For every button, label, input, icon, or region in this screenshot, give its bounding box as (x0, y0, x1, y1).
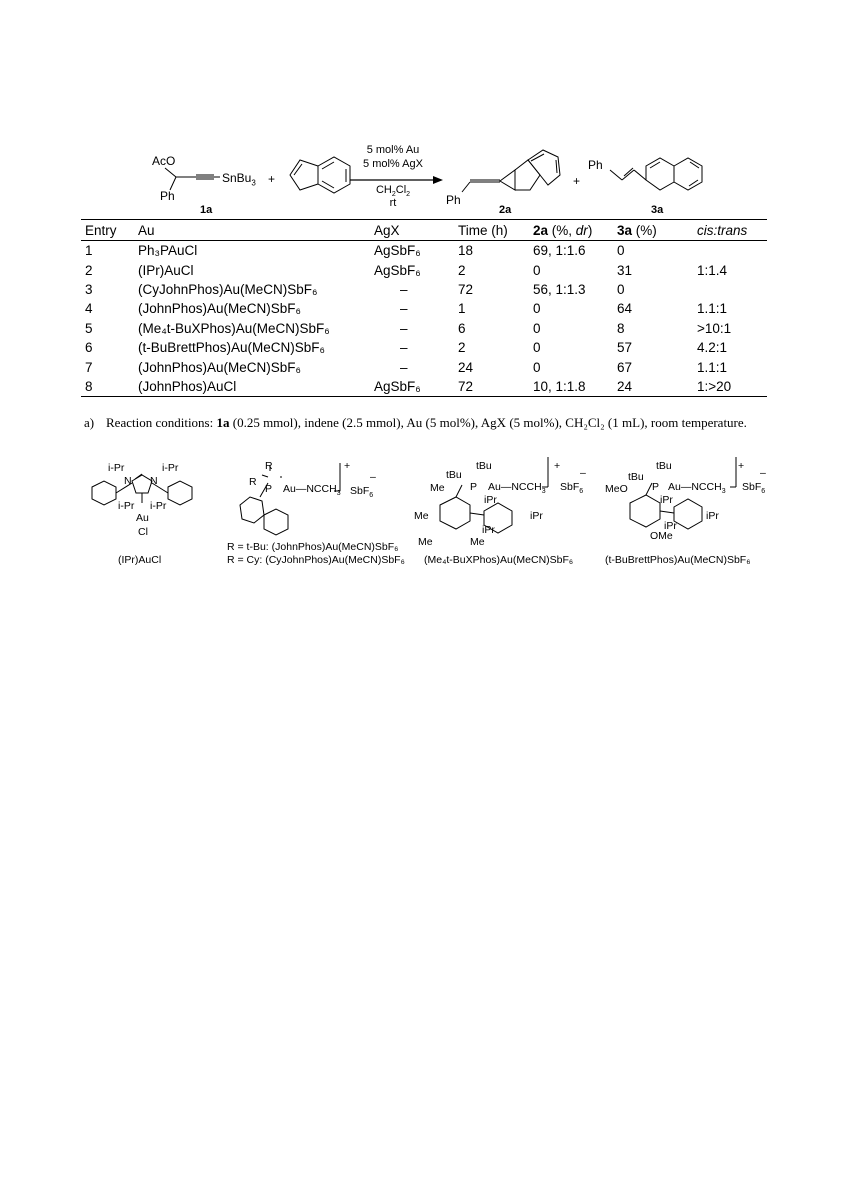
counterion-label: SbF$_6$ (560, 481, 584, 496)
ipr-aucl-structure (92, 474, 192, 505)
cell-ratio (697, 241, 767, 261)
au-nitrile-label: $Au—NCCH_3$ (283, 483, 341, 498)
cell-agx: – (400, 340, 408, 356)
cell-time: 2 (458, 262, 466, 278)
phosphorus-label: P (652, 481, 660, 493)
cell-time: 2 (458, 340, 466, 356)
ipr-aucl-caption: (IPr)AuCl (118, 554, 162, 566)
ipr-label: i-Pr (150, 500, 167, 512)
indene-structure (290, 157, 350, 193)
cell-yield-2a: 0 (533, 301, 541, 317)
acetoxy-label: AcO (152, 154, 176, 168)
cell-agx: AgSbF₆ (374, 243, 421, 259)
charge-plus: + (554, 460, 561, 472)
chloride-label: Cl (138, 526, 148, 538)
cell-entry: 4 (85, 301, 93, 317)
methyl-label: Me (430, 482, 445, 494)
counterion-label: SbF$_6$ (350, 485, 374, 500)
plus-sign: + (573, 174, 581, 188)
vinylidene-cyclopropane-structure (462, 150, 560, 192)
cell-entry: 3 (85, 281, 93, 297)
cell-yield-3a: 57 (617, 340, 633, 356)
cell-au: (JohnPhos)Au(MeCN)SbF₆ (138, 301, 301, 317)
cell-entry: 1 (85, 243, 93, 259)
header-entry: Entry (81, 220, 138, 241)
cell-time: 72 (458, 281, 474, 297)
cell-entry: 2 (85, 262, 93, 278)
cell-agx: – (400, 301, 408, 317)
condition-agx: 5 mol% AgX (363, 158, 423, 170)
styrylnaphthalene-structure (610, 158, 702, 190)
results-table (81, 219, 767, 397)
compound-label-3a: 3a (651, 204, 664, 216)
cell-ratio: 1.1:1 (697, 301, 728, 317)
table-row (81, 377, 767, 397)
ipr-label: iPr (482, 524, 495, 536)
cell-agx: – (400, 359, 408, 375)
table-row (81, 319, 767, 338)
ipr-label: iPr (664, 520, 677, 532)
cell-yield-2a: 0 (533, 262, 541, 278)
cell-time: 6 (458, 320, 466, 336)
cell-yield-3a: 64 (617, 301, 633, 317)
cell-ratio (697, 280, 767, 299)
cell-yield-3a: 8 (617, 320, 625, 336)
table-row (81, 299, 767, 318)
cell-entry: 5 (85, 320, 93, 336)
phosphorus-label: P (265, 483, 273, 495)
charge-plus: + (738, 460, 745, 472)
cell-au: (JohnPhos)Au(MeCN)SbF₆ (138, 359, 301, 375)
cell-yield-3a: 0 (617, 281, 625, 297)
methyl-label: Me (414, 510, 429, 522)
ipr-label: iPr (484, 494, 497, 506)
r-group-label: R (249, 476, 257, 488)
au-nitrile-label: $Au—NCCH_3$ (668, 481, 726, 496)
table-row (81, 280, 767, 299)
table-row (81, 260, 767, 279)
cell-yield-2a: 0 (533, 340, 541, 356)
methyl-label: Me (470, 536, 485, 548)
charge-minus: – (370, 471, 376, 483)
charge-minus: – (760, 467, 766, 479)
cell-time: 24 (458, 359, 474, 375)
header-yield-2a: 2a (%, dr) (533, 220, 617, 241)
ipr-label: i-Pr (162, 462, 179, 474)
cell-time: 72 (458, 377, 533, 397)
footnote-text: Reaction conditions: 1a (0.25 mmol), indene (2.5 mmol), Au (5 mol%), AgX (5 mol%), CH₂Cl₂ (1 mL), room temperature. (106, 415, 747, 430)
header-cis-trans: cis:trans (697, 220, 767, 241)
ipr-label: i-Pr (118, 500, 135, 512)
cell-yield-3a: 31 (617, 262, 633, 278)
ipr-label: i-Pr (108, 462, 125, 474)
cell-au: (t-BuBrettPhos)Au(MeCN)SbF₆ (138, 340, 325, 356)
tbu-label: tBu (476, 460, 492, 472)
ipr-label: iPr (706, 510, 719, 522)
cell-au: (Me₄t-BuXPhos)Au(MeCN)SbF₆ (138, 320, 330, 336)
tbu-label: tBu (656, 460, 672, 472)
methoxy-label: OMe (650, 530, 673, 542)
cell-time: 18 (458, 243, 474, 259)
cell-agx: AgSbF₆ (374, 262, 421, 278)
cell-yield-2a: 0 (533, 359, 541, 375)
ipr-label: iPr (530, 510, 543, 522)
condition-temperature: rt (389, 197, 397, 209)
tbu-label: tBu (628, 471, 644, 483)
condition-solvent: $CH_2Cl_2$ (375, 184, 411, 199)
johnphos-structure (240, 463, 340, 535)
plus-sign: + (268, 172, 276, 186)
methyl-label: Me (418, 536, 433, 548)
nitrogen-label: N (124, 475, 132, 487)
table-row (81, 241, 767, 261)
stannyl-label: SnBu$_3$ (222, 171, 256, 188)
phosphorus-label: P (470, 481, 478, 493)
cyjohnphos-caption: R = Cy: (CyJohnPhos)Au(MeCN)SbF₆ (227, 554, 405, 566)
table-footnote (84, 414, 768, 431)
table-row (81, 338, 767, 357)
cell-ratio: 1.1:1 (697, 359, 728, 375)
cell-agx: AgSbF₆ (374, 377, 458, 397)
cell-yield-3a: 67 (617, 359, 633, 375)
compound-label-1a: 1a (200, 204, 213, 216)
counterion-label: SbF$_6$ (742, 481, 766, 496)
gold-label: Au (136, 512, 149, 524)
phenyl-label-1a: Ph (160, 189, 175, 203)
compound-label-2a: 2a (499, 204, 512, 216)
cell-entry: 6 (85, 340, 93, 356)
cell-au: (IPr)AuCl (138, 262, 194, 278)
cell-yield-3a: 24 (617, 377, 697, 397)
johnphos-caption: R = t-Bu: (JohnPhos)Au(MeCN)SbF₆ (227, 541, 399, 553)
cell-ratio: >10:1 (697, 320, 732, 336)
header-agx: AgX (374, 220, 458, 241)
propargyl-acetate-structure (165, 168, 220, 190)
cell-time: 1 (458, 301, 466, 317)
condition-au: 5 mol% Au (366, 144, 420, 156)
ipr-label: iPr (660, 494, 673, 506)
phenyl-label-2a: Ph (446, 193, 461, 207)
cell-agx: – (400, 320, 408, 336)
header-yield-3a: 3a (%) (617, 220, 697, 241)
reaction-arrow (350, 176, 443, 184)
cell-entry: 7 (85, 359, 93, 375)
nitrogen-label: N (150, 475, 158, 487)
cell-au: (JohnPhos)AuCl (138, 377, 374, 397)
cell-yield-3a: 0 (617, 243, 625, 259)
cell-entry: 8 (81, 377, 138, 397)
header-au: Au (138, 220, 374, 241)
cell-au: (CyJohnPhos)Au(MeCN)SbF₆ (138, 281, 318, 297)
charge-plus: + (344, 460, 351, 472)
cell-ratio: 4.2:1 (697, 340, 728, 356)
footnote-mark: a) (84, 415, 95, 430)
methoxy-label: MeO (605, 483, 628, 495)
header-time: Time (h) (458, 220, 533, 241)
tbubrettphos-caption: (t-BuBrettPhos)Au(MeCN)SbF₆ (605, 554, 751, 566)
cell-ratio: 1:>20 (697, 377, 767, 397)
cell-yield-2a: 56, 1:1.3 (533, 281, 586, 297)
cell-agx: – (400, 281, 408, 297)
cell-yield-2a: 10, 1:1.8 (533, 377, 617, 397)
cell-au: Ph₃PAuCl (138, 243, 198, 259)
cell-yield-2a: 0 (533, 320, 541, 336)
phenyl-label-3a: Ph (588, 158, 603, 172)
r-group-label: R (265, 460, 273, 472)
charge-minus: – (580, 467, 586, 479)
au-nitrile-label: $Au—NCCH_3$ (488, 481, 546, 496)
me4-tbuxphos-caption: (Me₄t-BuXPhos)Au(MeCN)SbF₆ (424, 554, 574, 566)
table-header-row (81, 220, 767, 241)
tbu-label: tBu (446, 469, 462, 481)
table-row (81, 357, 767, 376)
cell-yield-2a: 69, 1:1.6 (533, 243, 586, 259)
cell-ratio: 1:1.4 (697, 262, 728, 278)
